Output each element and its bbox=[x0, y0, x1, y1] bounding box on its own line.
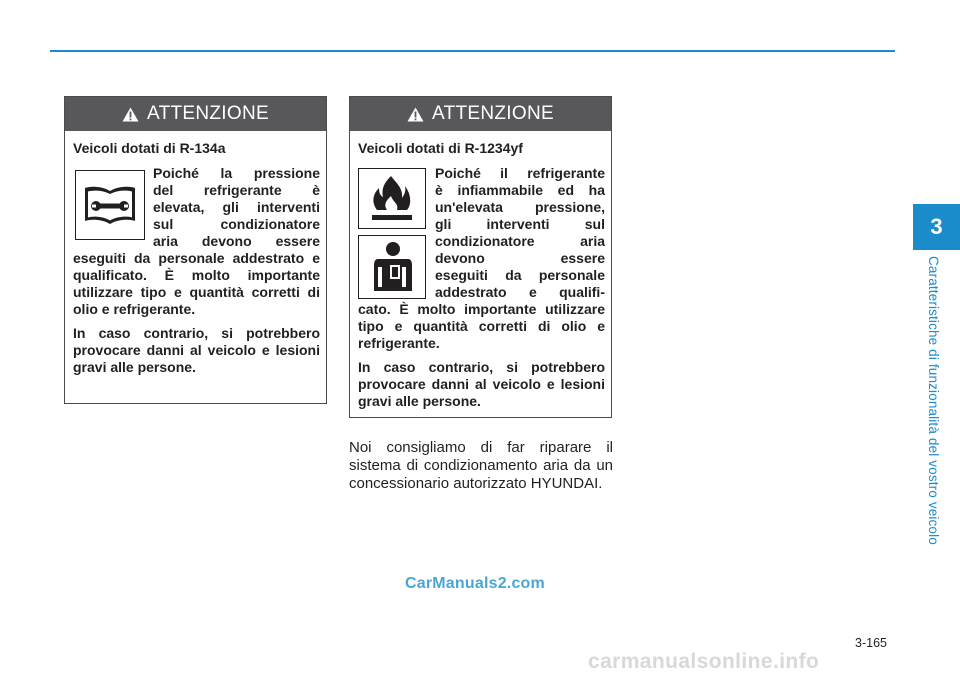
text-line: del refrigerante è bbox=[153, 182, 320, 198]
text-line: Poiché la pressione bbox=[153, 165, 320, 181]
text-line: addestrato e qualifi- bbox=[435, 284, 605, 300]
warning-heading: ATTENZIONE bbox=[147, 103, 269, 124]
chapter-number-tab bbox=[913, 204, 960, 250]
text-line: devono essere bbox=[435, 250, 605, 266]
text-continued: eseguiti da personale addestrato e qualificato. È molto importante utilizzare tipo e quantità corretti di olio e refrigerante. bbox=[73, 250, 320, 317]
text-line: eseguiti da personale bbox=[435, 267, 605, 283]
text-line: sul condizionatore bbox=[153, 216, 320, 232]
text-line: un'elevata pressione, bbox=[435, 199, 605, 215]
warning-subheading: Veicoli dotati di R-1234yf bbox=[358, 140, 523, 156]
text-line: aria devono essere bbox=[153, 233, 320, 249]
text-line: condizionatore aria bbox=[435, 233, 605, 249]
top-rule bbox=[50, 50, 895, 52]
warning-heading: ATTENZIONE bbox=[432, 103, 554, 124]
manual-wrench-icon bbox=[75, 170, 145, 240]
warning-triangle-icon bbox=[407, 107, 424, 122]
text-line: Poiché il refrigerante bbox=[435, 165, 605, 181]
warning-box-r134a bbox=[64, 96, 327, 404]
text-continued: cato. È molto importante utilizzare tipo e quantità corretti di olio e refrigerante. bbox=[358, 301, 605, 351]
warning-triangle-icon bbox=[122, 107, 139, 122]
warning-paragraph-2: In caso contrario, si potrebbero provocare danni al veicolo e lesioni gravi alle persone. bbox=[73, 325, 320, 375]
trained-technician-icon bbox=[358, 235, 426, 299]
text-line: elevata, gli interventi bbox=[153, 199, 320, 215]
warning-subheading: Veicoli dotati di R-134a bbox=[73, 140, 226, 156]
recommendation-paragraph: Noi consigliamo di far riparare il sistema di condizionamento aria da un concessionario autorizzato HYUNDAI. bbox=[349, 439, 613, 492]
chapter-number: 3 bbox=[930, 214, 943, 239]
footer-site-watermark: carmanualsonline.info bbox=[588, 650, 820, 673]
warning-paragraph-2: In caso contrario, si potrebbero provocare danni al veicolo e lesioni gravi alle persone. bbox=[358, 359, 605, 409]
warning-header bbox=[65, 97, 326, 131]
warning-box-r1234yf bbox=[349, 96, 612, 418]
warning-body bbox=[65, 131, 326, 376]
chapter-side-title: Caratteristiche di funzionalità del vostro veicolo bbox=[926, 256, 941, 545]
watermark: CarManuals2.com bbox=[405, 575, 545, 592]
text-line: è infiammabile ed ha bbox=[435, 182, 605, 198]
warning-body bbox=[350, 131, 611, 410]
text-line: gli interventi sul bbox=[435, 216, 605, 232]
page-number: 3-165 bbox=[855, 636, 887, 650]
flammable-icon bbox=[358, 168, 426, 229]
warning-header bbox=[350, 97, 611, 131]
